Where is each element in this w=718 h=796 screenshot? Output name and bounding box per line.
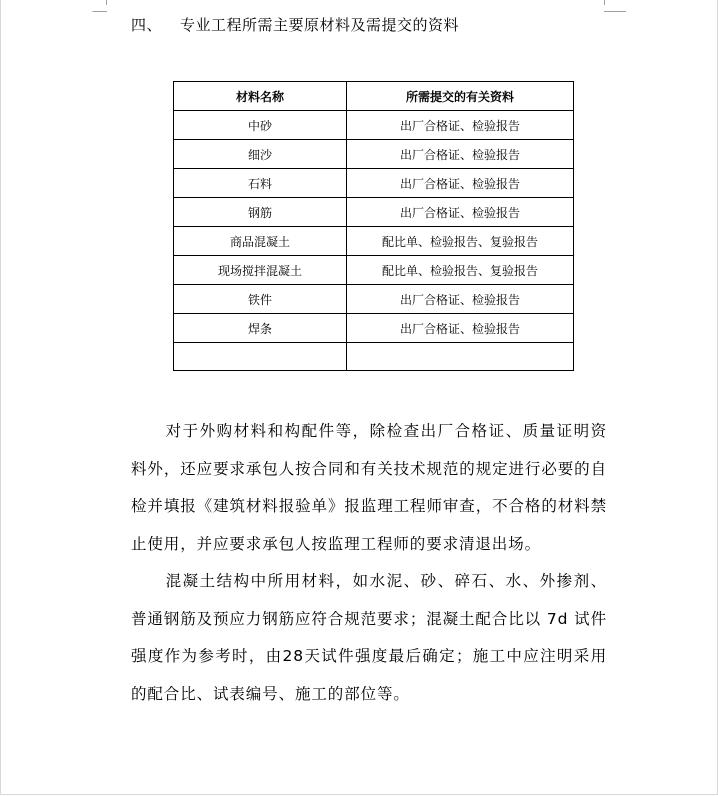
material-cell: 铁件: [174, 285, 347, 314]
table-row: [174, 111, 574, 140]
documents-cell: 出厂合格证、检验报告: [347, 140, 574, 169]
documents-cell: 出厂合格证、检验报告: [347, 111, 574, 140]
table-row: [174, 169, 574, 198]
material-cell: 现场搅拌混凝土: [174, 256, 347, 285]
documents-cell: 出厂合格证、检验报告: [347, 198, 574, 227]
section-title: 专业工程所需主要原材料及需提交的资料: [180, 16, 460, 34]
table-header-row: [174, 82, 574, 111]
materials-table: [173, 81, 574, 371]
documents-cell: 出厂合格证、检验报告: [347, 169, 574, 198]
material-cell: 商品混凝土: [174, 227, 347, 256]
documents-cell: 出厂合格证、检验报告: [347, 285, 574, 314]
header-material-name: 材料名称: [174, 82, 347, 111]
table-row: [174, 140, 574, 169]
table-row: [174, 198, 574, 227]
header-required-documents: 所需提交的有关资料: [347, 82, 574, 111]
margin-corner-mark-right-vertical: [604, 0, 605, 5]
table-row-empty: [174, 343, 574, 371]
table-row: [174, 227, 574, 256]
section-number: 四、: [131, 16, 163, 34]
material-cell: [174, 343, 347, 371]
material-cell: 中砂: [174, 111, 347, 140]
material-cell: 石料: [174, 169, 347, 198]
margin-corner-mark-left-vertical: [106, 0, 107, 5]
section-heading: [131, 14, 459, 35]
documents-cell: 配比单、检验报告、复验报告: [347, 256, 574, 285]
paragraph-concrete-materials: [131, 563, 607, 713]
table-row: [174, 256, 574, 285]
documents-cell: 出厂合格证、检验报告: [347, 314, 574, 343]
paragraph-text: 对于外购材料和构配件等，除检查出厂合格证、质量证明资料外，还应要求承包人按合同和有关技术规范的规定进行必要的自检并填报《建筑材料报验单》报监理工程师审查，不合格的材料禁止使用，并应要求承包人按监理工程师的要求清退出场。: [131, 422, 607, 553]
paragraph-text: 混凝土结构中所用材料，如水泥、砂、碎石、水、外掺剂、普通钢筋及预应力钢筋应符合规范要求；混凝土配合比以 7d 试件强度作为参考时，由28天试件强度最后确定；施工中应注明采用的配合比、试表编号、施工的部位等。: [131, 572, 607, 703]
material-cell: 焊条: [174, 314, 347, 343]
material-cell: 钢筋: [174, 198, 347, 227]
documents-cell: [347, 343, 574, 371]
table-row: [174, 285, 574, 314]
margin-corner-mark-left: [92, 0, 107, 12]
table-row: [174, 314, 574, 343]
margin-corner-mark-right: [604, 0, 626, 12]
material-cell: 细沙: [174, 140, 347, 169]
paragraph-purchased-materials: [131, 413, 607, 563]
documents-cell: 配比单、检验报告、复验报告: [347, 227, 574, 256]
